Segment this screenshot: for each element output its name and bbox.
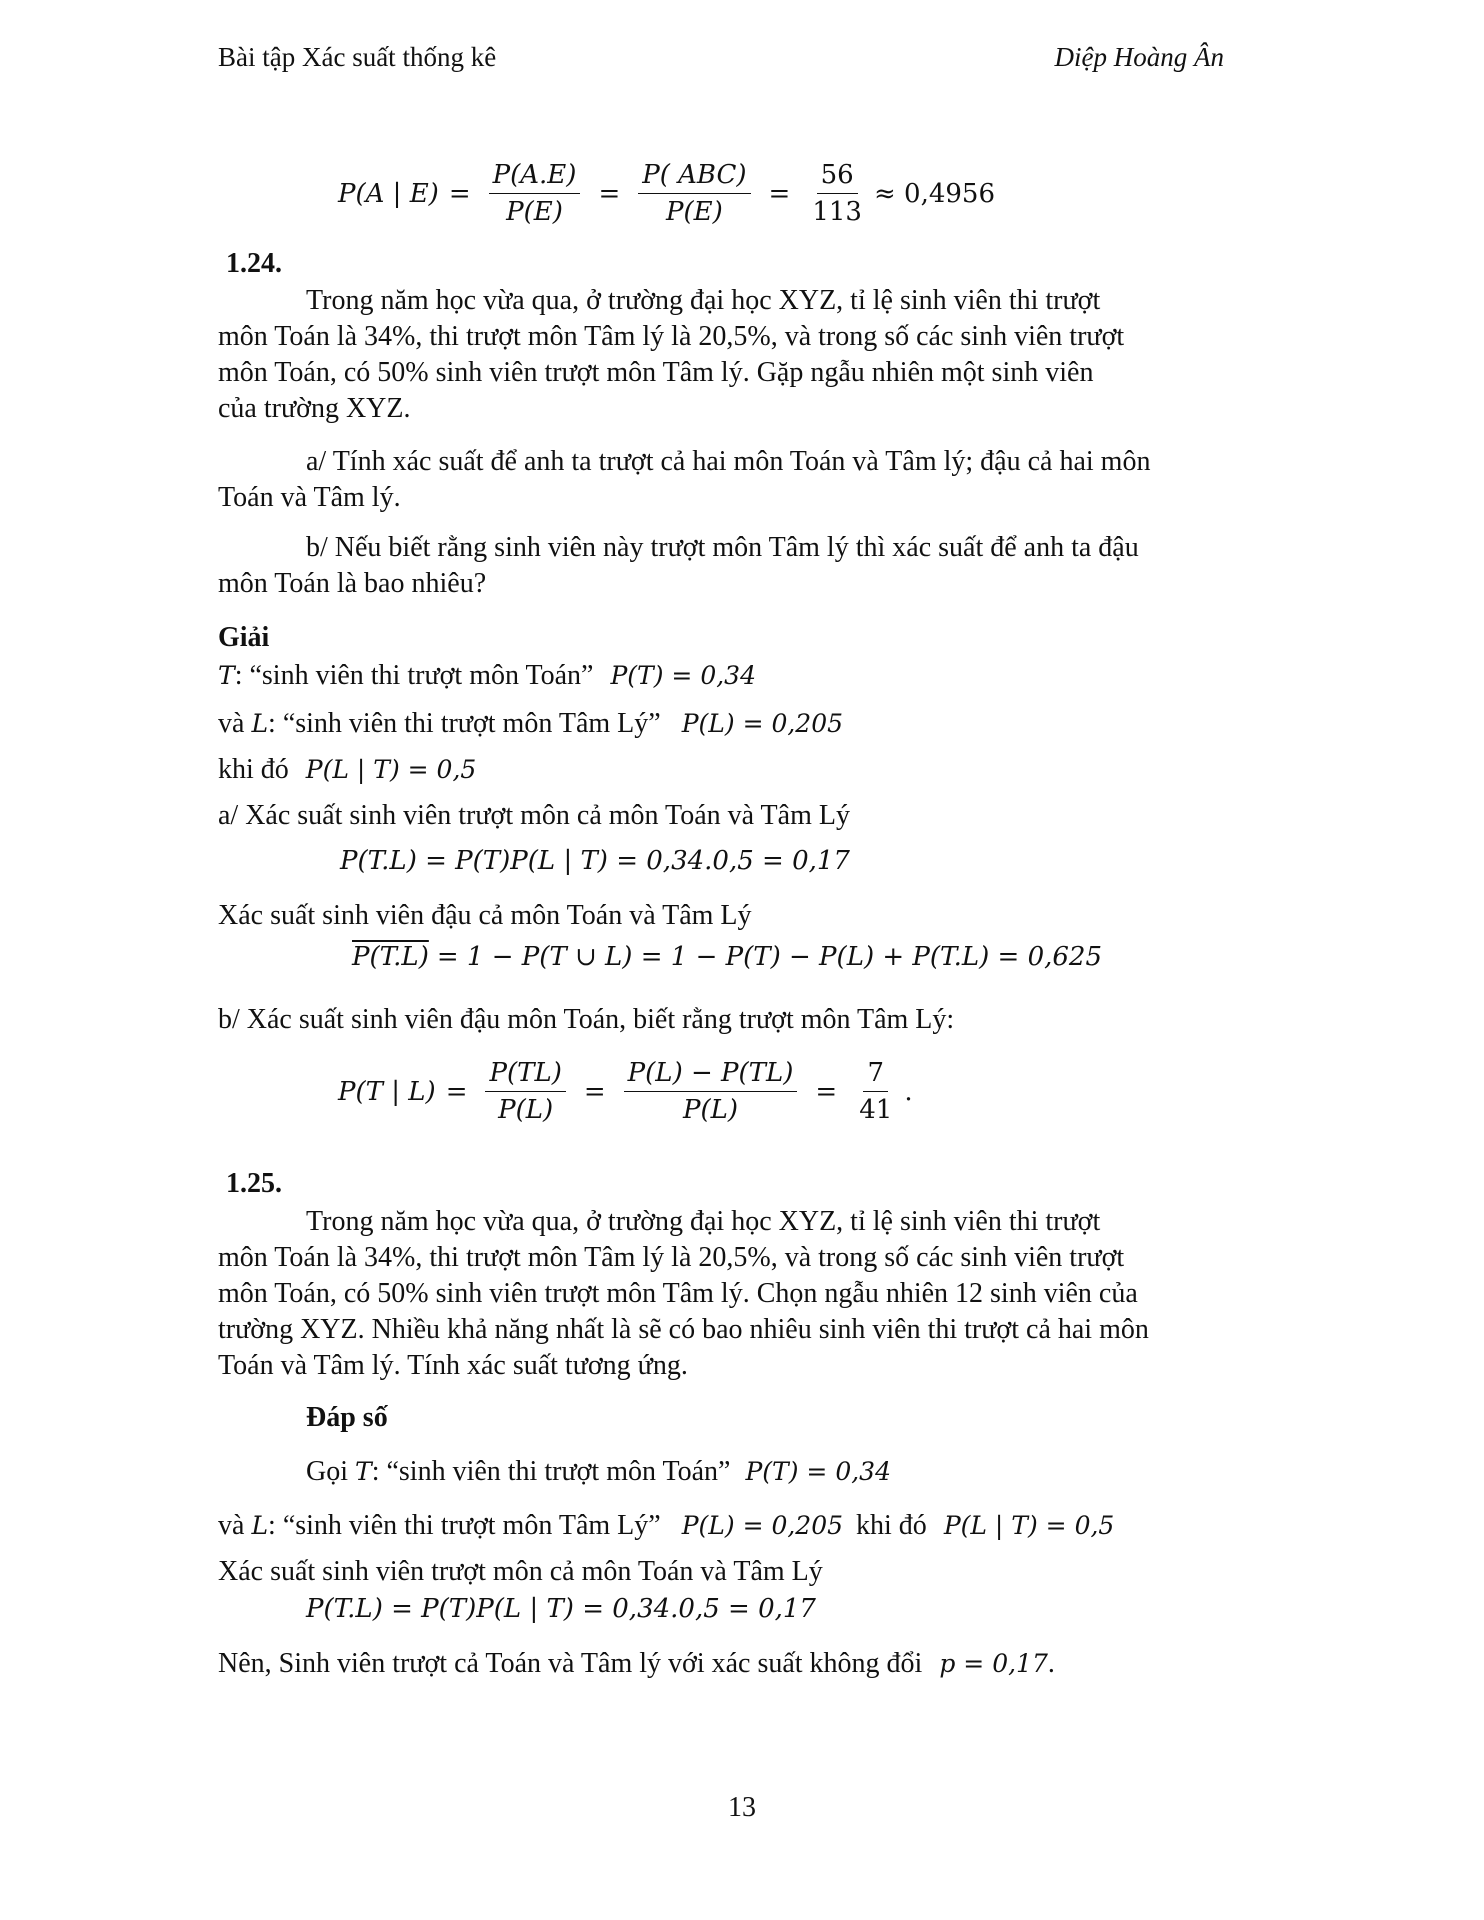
top-eq-lhs: P(A | E) <box>338 178 439 209</box>
ans-final <box>218 1646 1055 1682</box>
sol-pass-text: Xác suất sinh viên đậu cả môn Toán và Tâm Lý <box>218 900 752 931</box>
sol-pass-lhs: P(T.L) <box>352 942 429 972</box>
sol-t-prob: P(T) = 0,34 <box>610 661 756 690</box>
ans-l-prob: P(L) = 0,205 <box>681 1511 844 1540</box>
sol-a-text: a/ Xác suất sinh viên trượt môn cả môn Toán và Tâm Lý <box>218 800 850 831</box>
sol-b-frac-3 <box>855 1058 896 1125</box>
header-title: Bài tập Xác suất thống kê <box>218 42 497 72</box>
sol-b-frac-1 <box>485 1058 565 1125</box>
top-eq-frac-2-den: P(E) <box>666 197 723 227</box>
ans-l-text: : “sinh viên thi trượt môn Tâm Lý” <box>268 1510 661 1541</box>
ex125-line-4: trường XYZ. Nhiều khả năng nhất là sẽ có bao nhiêu sinh viên thi trượt cả hai môn <box>218 1314 1149 1345</box>
sol-t-symbol: T <box>218 661 235 690</box>
sol-b-lhs: P(T | L) <box>338 1076 436 1107</box>
sol-def-t <box>218 658 756 694</box>
sol-b-frac-3-num: 7 <box>863 1058 888 1092</box>
ex124-question-b-2: môn Toán là bao nhiêu? <box>218 568 487 599</box>
ex124-line-4: của trường XYZ. <box>218 393 411 424</box>
sol-l-prob: P(L) = 0,205 <box>681 709 844 738</box>
sol-cond-prefix: khi đó <box>218 754 289 785</box>
sol-b-equation: P(T | L) = $\frac{P(TL)}{P(L)}$ = $\frac{P(L) - P(TL)}{P(L)}$ = $\frac{7}{41}$ . <box>338 1058 913 1125</box>
exercise-1-25-heading: 1.25. <box>226 1168 282 1199</box>
sol-b-text: b/ Xác suất sinh viên đậu môn Toán, biết rằng trượt môn Tâm Lý: <box>218 1004 955 1035</box>
ans-line-3: Xác suất sinh viên trượt môn cả môn Toán và Tâm Lý <box>218 1556 823 1587</box>
ans-t-symbol: T <box>355 1457 372 1486</box>
ans-equation: P(T.L) = P(T)P(L | T) = 0,34.0,5 = 0,17 <box>306 1594 816 1624</box>
ex124-line-3: môn Toán, có 50% sinh viên trượt môn Tâm lý. Gặp ngẫu nhiên một sinh viên <box>218 357 1094 388</box>
sol-cond <box>218 752 476 788</box>
top-eq-frac-3-den: 113 <box>812 197 862 227</box>
sol-l-prefix: và <box>218 708 245 739</box>
sol-t-text: : “sinh viên thi trượt môn Toán” <box>234 660 594 691</box>
ans-final-eq: p = 0,17 <box>939 1649 1048 1678</box>
ans-def-l <box>218 1508 1114 1544</box>
ans-final-dot: . <box>1047 1648 1055 1679</box>
top-eq-frac-2-num: P( ABC) <box>638 160 750 194</box>
ans-l-prefix: và <box>218 1510 245 1541</box>
sol-b-frac-1-den: P(L) <box>498 1095 554 1125</box>
sol-b-frac-3-den: 41 <box>859 1095 893 1125</box>
ex124-question-a-2: Toán và Tâm lý. <box>218 482 401 513</box>
sol-pass-equation <box>352 942 1102 972</box>
ex125-line-3: môn Toán, có 50% sinh viên trượt môn Tâm lý. Chọn ngẫu nhiên 12 sinh viên của <box>218 1278 1138 1309</box>
sol-l-text: : “sinh viên thi trượt môn Tâm Lý” <box>268 708 661 739</box>
ex124-line-2: môn Toán là 34%, thi trượt môn Tâm lý là 20,5%, và trong số các sinh viên trượt <box>218 321 1125 352</box>
top-eq-frac-3-num: 56 <box>817 160 858 194</box>
solution-heading: Giải <box>218 622 270 653</box>
ex124-line-1: Trong năm học vừa qua, ở trường đại học XYZ, tỉ lệ sinh viên thi trượt <box>306 285 1101 316</box>
top-eq-frac-1 <box>489 160 581 227</box>
sol-cond-eq: P(L | T) = 0,5 <box>305 755 477 784</box>
page-number: 13 <box>728 1792 756 1823</box>
top-equation: P(A | E) = $\frac{P(A.E)}{P(E)}$ = $\frac{\text{P( ABC)}}{P(E)}$ = $\frac{56}{113}$ ≈ 0,4956 <box>338 160 996 227</box>
ans-khi-do: khi đó <box>856 1510 927 1541</box>
ans-t-text: : “sinh viên thi trượt môn Toán” <box>371 1456 731 1487</box>
answer-heading: Đáp số <box>306 1402 388 1433</box>
ex124-question-b-1: b/ Nếu biết rằng sinh viên này trượt môn Tâm lý thì xác suất để anh ta đậu <box>306 532 1139 563</box>
ans-l-symbol: L <box>251 1511 269 1540</box>
ex125-line-2: môn Toán là 34%, thi trượt môn Tâm lý là 20,5%, và trong số các sinh viên trượt <box>218 1242 1125 1273</box>
top-eq-frac-3 <box>808 160 866 227</box>
ex125-line-5: Toán và Tâm lý. Tính xác suất tương ứng. <box>218 1350 688 1381</box>
sol-b-frac-1-num: P(TL) <box>485 1058 565 1092</box>
sol-b-frac-2-den: P(L) <box>683 1095 739 1125</box>
ans-goi: Gọi <box>306 1456 348 1487</box>
top-eq-frac-2 <box>638 160 750 227</box>
ans-final-text: Nên, Sinh viên trượt cả Toán và Tâm lý với xác suất không đổi <box>218 1648 923 1679</box>
sol-def-l <box>218 706 843 742</box>
sol-a-equation: P(T.L) = P(T)P(L | T) = 0,34.0,5 = 0,17 <box>340 846 850 876</box>
ex125-line-1: Trong năm học vừa qua, ở trường đại học XYZ, tỉ lệ sinh viên thi trượt <box>306 1206 1101 1237</box>
sol-pass-rhs: = 1 − P(T ∪ L) = 1 − P(T) − P(L) + P(T.L) = 0,625 <box>436 942 1103 972</box>
sol-b-frac-2-num: P(L) − P(TL) <box>624 1058 798 1092</box>
top-eq-frac-1-den: P(E) <box>506 197 563 227</box>
sol-l-symbol: L <box>251 709 269 738</box>
ans-t-prob: P(T) = 0,34 <box>745 1457 891 1486</box>
top-eq-frac-1-num: P(A.E) <box>489 160 581 194</box>
exercise-1-24-heading: 1.24. <box>226 248 282 279</box>
ex124-question-a-1: a/ Tính xác suất để anh ta trượt cả hai môn Toán và Tâm lý; đậu cả hai môn <box>306 446 1151 477</box>
ans-def-t <box>306 1454 891 1490</box>
sol-b-frac-2 <box>624 1058 798 1125</box>
header-author: Diệp Hoàng Ân <box>1054 42 1224 72</box>
top-eq-approx: ≈ 0,4956 <box>873 178 996 209</box>
ans-cond: P(L | T) = 0,5 <box>943 1511 1115 1540</box>
